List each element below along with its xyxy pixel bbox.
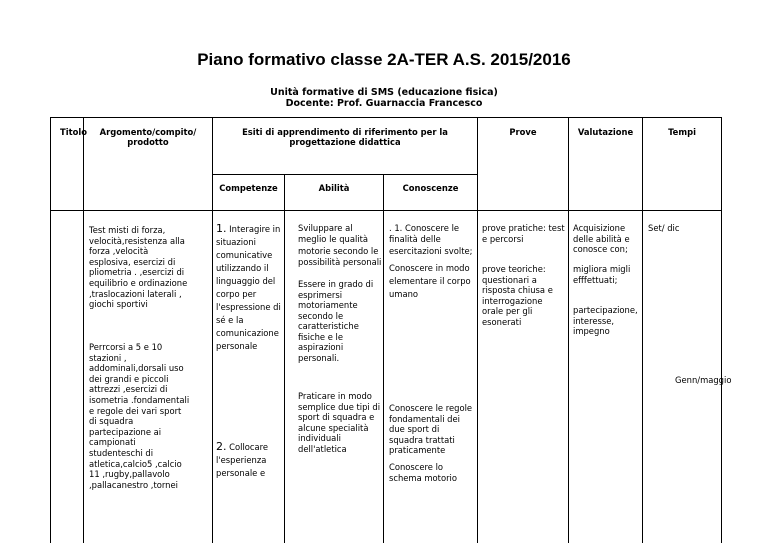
valutazione-block-2: migliora migli efffettuati; [573, 264, 631, 285]
abilita-block-3: Praticare in modo semplice due tipi di sport di squadra e alcune specialità individuali dell'atletica [298, 391, 381, 454]
conoscenze-block-3: Conoscere le regole fondamentali dei due sport di squadra trattati praticamente [389, 403, 473, 455]
header-valutazione: Valutazione [577, 127, 634, 137]
header-argomento-line2: prodotto [127, 137, 169, 147]
header-competenze: Competenze [219, 183, 278, 193]
header-prove: Prove [509, 127, 537, 137]
header-esiti-line1: Esiti di apprendimento di riferimento per la [242, 127, 448, 137]
conoscenze-block-2: Conoscere in modo elementare il corpo umano [389, 263, 471, 299]
subtitle-unit: Unità formative di SMS (educazione fisica) [270, 87, 498, 98]
header-argomento-line1: Argomento/compito/ [99, 127, 197, 137]
argomento-block-1: Test misti di forza, velocità,resistenza alla forza ,velocità esplosiva, esercizi di pliometria . ,esercizi di equilibrio e ordinazione ,traslocazioni laterali , giochi sportivi [89, 225, 188, 310]
prove-block-2: prove teoriche: questionari a risposta chiusa e interrogazione orale per gli esonerati [482, 264, 553, 327]
argomento-block-2: Perrcorsi a 5 e 10 stazioni , addominali,dorsali uso dei grandi e piccoli attrezzi ,esercizi di isometria .fondamentali e regole dei vari sport di squadra partecipazione ai campionati studenteschi di atletica,calcio5 ,calcio 11 ,rugby,pallavolo ,pallacanestro ,tornei [89, 342, 190, 490]
header-esiti-line2: progettazione didattica [289, 137, 401, 147]
header-tempi: Tempi [668, 127, 696, 137]
competenze-block-1: 1. Interagire in situazioni comunicative utilizzando il linguaggio del corpo per l'espressione di sé e la comunicazione personale [216, 222, 281, 351]
header-titolo: Titolo [60, 127, 87, 137]
subtitle-teacher: Docente: Prof. Guarnaccia Francesco [285, 98, 483, 109]
conoscenze-block-1: . 1. Conoscere le finalità delle esercitazioni svolte; [389, 223, 473, 256]
valutazione-block-1: Acquisizione delle abilità e conosce con; [573, 223, 630, 255]
page-title: Piano formativo classe 2A-TER A.S. 2015/2016 [197, 50, 571, 69]
competenze-block-2: 2. Collocare l'esperienza personale e [216, 440, 269, 478]
tempi-set-dic: Set/ dic [648, 223, 680, 233]
header-abilita: Abilità [318, 183, 350, 193]
valutazione-block-3: partecipazione, interesse, impegno [573, 305, 638, 337]
conoscenze-block-4: Conoscere lo schema motorio [389, 462, 457, 483]
prove-block-1: prove pratiche: test e percorsi [482, 223, 565, 244]
abilita-block-1: Sviluppare al meglio le qualità motorie secondo le possibilità personali [298, 223, 382, 268]
header-conoscenze: Conoscenze [402, 183, 459, 193]
tempi-genn-maggio: Genn/maggio [675, 375, 732, 385]
abilita-block-2: Essere in grado di esprimersi motoriamente secondo le caratteristiche fisiche e le aspirazioni personali. [298, 279, 374, 363]
